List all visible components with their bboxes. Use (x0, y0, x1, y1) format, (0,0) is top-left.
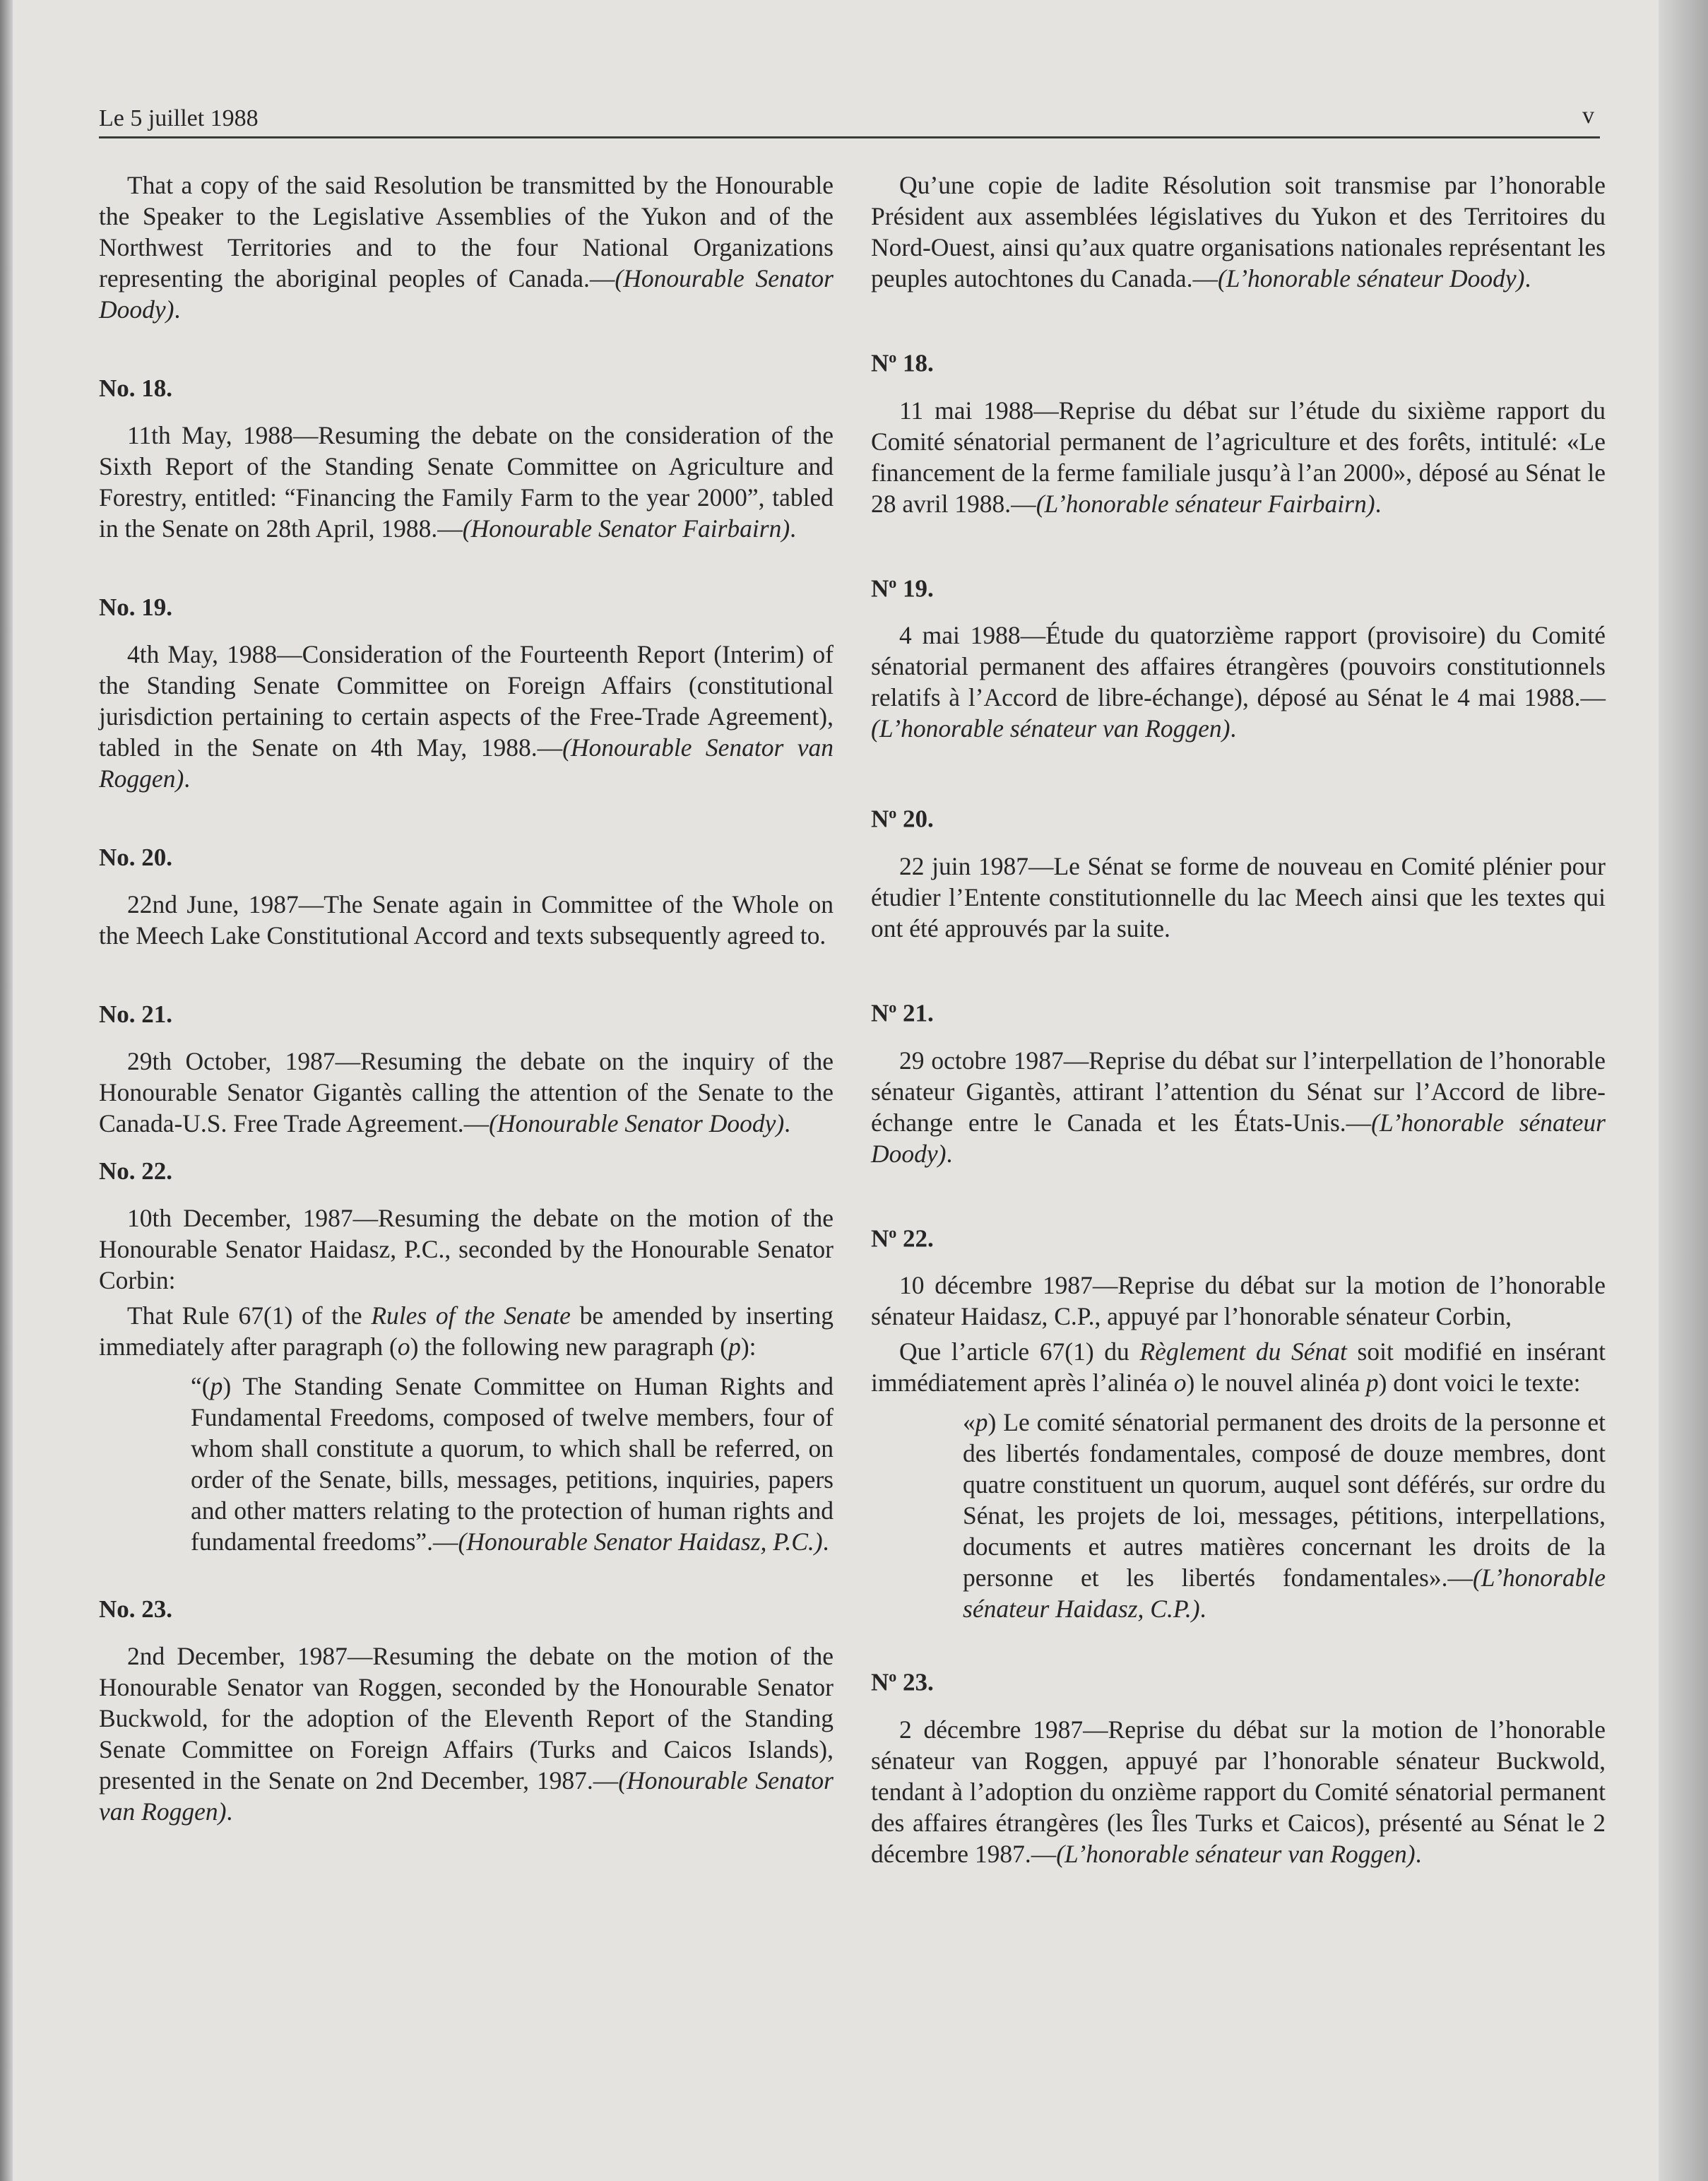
item-heading: No. 18. (99, 374, 173, 402)
intro-paragraph-en: That a copy of the said Resolution be transmitted by the Honourable the Speaker to the Legislative Assemblies of the Yukon and of the Northwest Territories and to the four National Organizations representing the aboriginal peoples of Canada.—(Honourable Senator Doody). (99, 171, 834, 324)
item-heading: No. 22. (99, 1157, 173, 1185)
english-column (99, 170, 834, 1827)
item-heading: No. 20. (99, 844, 173, 871)
item-paragraph: 11 mai 1988—Reprise du débat sur l’étude du sixième rapport du Comité sénatorial permanent de l’agriculture et des forêts, intitulé: «Le financement de la ferme familiale jusqu’à l’an 2000», déposé au Sénat le 28 avril 1988.—(L’honorable sénateur Fairbairn). (871, 396, 1606, 518)
quoted-paragraph: “(p) The Standing Senate Committee on Human Rights and Fundamental Freedoms, composed of twelve members, four of whom shall constitute a quorum, to which shall be referred, on order of the Senate, bills, messages, petitions, inquiries, papers and other matters relating to the protection of human rights and fundamental freedoms”.—(Honourable Senator Haidasz, P.C.). (191, 1372, 834, 1556)
item-paragraph: 29 octobre 1987—Reprise du débat sur l’interpellation de l’honorable sénateur Gigantès, attirant l’attention du Sénat sur l’Accord de libre-échange entre le Canada et les États-Unis.—(L’honorable sénateur Doody). (871, 1046, 1606, 1168)
item-heading: $N^o$ 20. (871, 804, 934, 833)
page-binding-shadow (0, 0, 13, 2181)
item-paragraph: 29th October, 1987—Resuming the debate on the inquiry of the Honourable Senator Gigantès calling the attention of the Senate to the Canada-U.S. Free Trade Agreement.—(Honourable Senator Doody). (99, 1047, 834, 1137)
item-paragraph: 4 mai 1988—Étude du quatorzième rapport (provisoire) du Comité sénatorial permanent des affaires étrangères (pouvoirs constitutionnels relatifs à l’Accord de libre-échange), déposé au Sénat le 4 mai 1988.—(L’honorable sénateur van Roggen). (871, 621, 1606, 743)
motion-paragraph: Que l’article 67(1) du Règlement du Sénat soit modifié en insérant immédiatement après l’alinéa o) le nouvel alinéa p) dont voici le texte: (871, 1337, 1606, 1397)
item-paragraph: 22nd June, 1987—The Senate again in Committee of the Whole on the Meech Lake Constitutional Accord and texts subsequently agreed to. (99, 890, 834, 950)
item-heading: $N^o$ 19. (871, 573, 934, 603)
item-heading: $N^o$ 21. (871, 998, 934, 1027)
header-date: Le 5 juillet 1988 (99, 105, 259, 131)
item-paragraph: 22 juin 1987—Le Sénat se forme de nouveau en Comité plénier pour étudier l’Entente constitutionnelle du lac Meech ainsi que les textes qui ont été approuvés par la suite. (871, 851, 1606, 942)
item-heading: $N^o$ 23. (871, 1667, 934, 1696)
item-heading: $N^o$ 22. (871, 1223, 934, 1253)
item-heading: No. 19. (99, 593, 173, 621)
quoted-paragraph: «p) Le comité sénatorial permanent des droits de la personne et des libertés fondamentales, composé de douze membres, dont quatre constituent un quorum, auquel sont déférés, sur ordre du Sénat, les projets de loi, messages, pétitions, interpellations, documents et autres matières concernant les droits de la personne et les libertés fondamentales».—(L’honorable sénateur Haidasz, C.P.). (963, 1408, 1606, 1624)
page-edge (1659, 0, 1708, 2181)
item-heading: No. 21. (99, 1000, 173, 1028)
item-paragraph: 4th May, 1988—Consideration of the Fourteenth Report (Interim) of the Standing Senate Committee on Foreign Affairs (constitutional jurisdiction pertaining to certain aspects of the Free-Trade Agreement), tabled in the Senate on 4th May, 1988.—(Honourable Senator van Roggen). (99, 640, 834, 793)
motion-paragraph: That Rule 67(1) of the Rules of the Senate be amended by inserting immediately after paragraph (o) the following new paragraph (p): (99, 1301, 834, 1361)
item-paragraph: 11th May, 1988—Resuming the debate on the consideration of the Sixth Report of the Standing Senate Committee on Agriculture and Forestry, entitled: “Financing the Family Farm to the year 2000”, tabled in the Senate on 28th April, 1988.—(Honourable Senator Fairbairn). (99, 421, 834, 543)
item-heading: No. 23. (99, 1595, 173, 1623)
item-paragraph: 10 décembre 1987—Reprise du débat sur la motion de l’honorable sénateur Haidasz, C.P., appuyé par l’honorable sénateur Corbin, (871, 1271, 1606, 1331)
item-paragraph: 10th December, 1987—Resuming the debate on the motion of the Honourable Senator Haidasz, P.C., seconded by the Honourable Senator Corbin: (99, 1204, 834, 1294)
page-number: v (1582, 102, 1594, 129)
item-heading: $N^o$ 18. (871, 348, 934, 377)
item-paragraph: 2nd December, 1987—Resuming the debate on the motion of the Honourable Senator van Roggen, seconded by the Honourable Senator Buckwold, for the adoption of the Eleventh Report of the Standing Senate Committee on Foreign Affairs (Turks and Caicos Islands), presented in the Senate on 2nd December, 1987.—(Honourable Senator van Roggen). (99, 1642, 834, 1826)
running-header (99, 102, 1600, 138)
intro-paragraph-fr: Qu’une copie de ladite Résolution soit transmise par l’honorable Président aux assemblées législatives du Yukon et des Territoires du Nord-Ouest, ainsi qu’aux quatre organisations nationales représentant les peuples autochtones du Canada.—(L’honorable sénateur Doody). (871, 171, 1606, 292)
item-paragraph: 2 décembre 1987—Reprise du débat sur la motion de l’honorable sénateur van Roggen, appuyé par l’honorable sénateur Buckwold, tendant à l’adoption du onzième rapport du Comité sénatorial permanent des affaires étrangères (les Îles Turks et Caicos), présenté au Sénat le 2 décembre 1987.—(L’honorable sénateur van Roggen). (871, 1715, 1606, 1868)
french-column (871, 170, 1606, 1869)
